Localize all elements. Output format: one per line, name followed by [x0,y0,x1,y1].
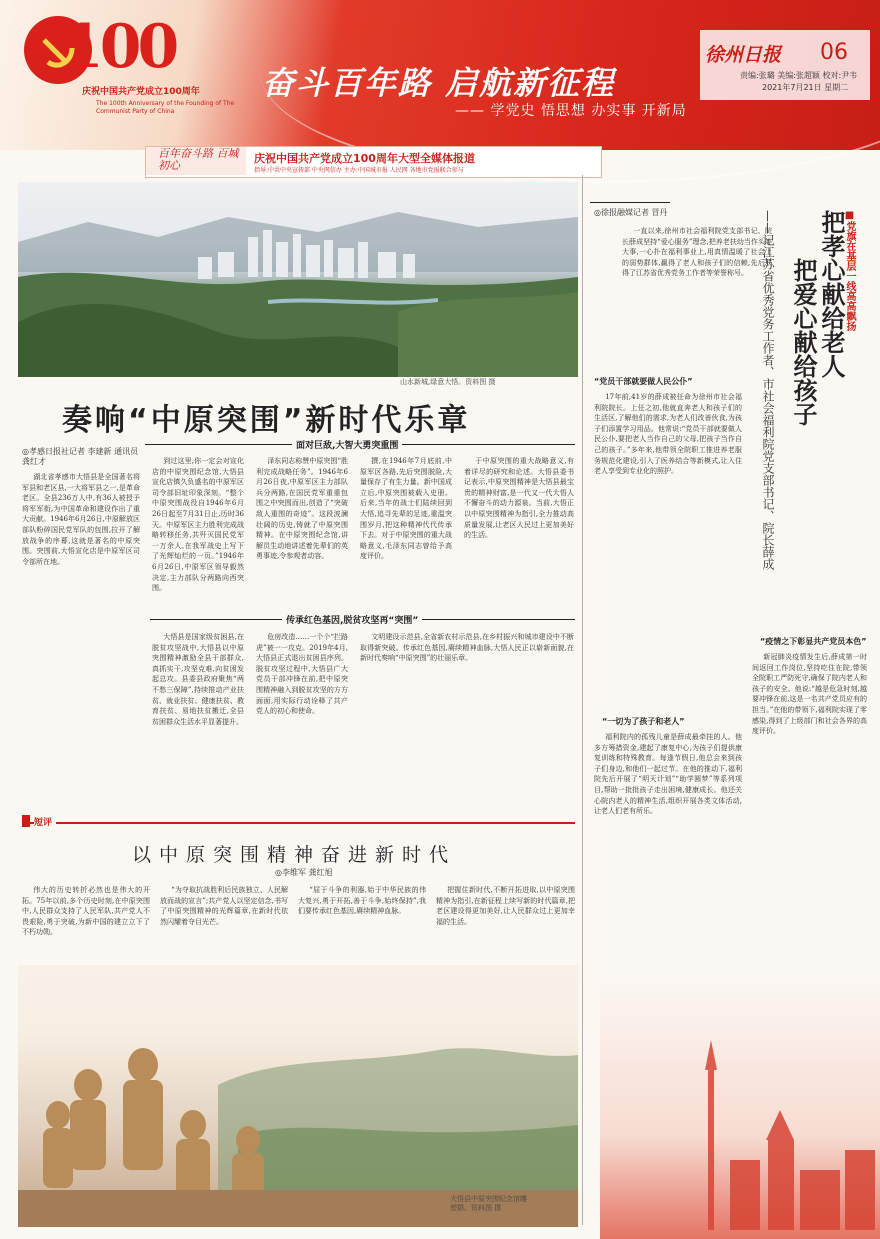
lead-article-headline: 奏响“中原突围”新时代乐章 [62,403,471,438]
town-landscape-photo [18,182,578,377]
feature-title-line1: 把孝心献给老人 [817,210,846,378]
lead-subhead-1: 面对巨敌,大智大勇突重围 [292,438,402,451]
feature-byline: ◎徐报融媒记者 冒丹 [594,208,668,217]
feature-section2-title: “一切为了孩子和老人” [602,717,685,726]
feature-section-tag: ■党旗在基层一线高高飘扬 [844,210,855,331]
feature-section2-body: 福利院内的孤残儿童是薛成最牵挂的人。他多方筹措资金,建起了康复中心,为孩子们提供康复训练和特殊教育。每逢节假日,他总会来到孩子们身边,和他们一起过节。在他的推动下,福利院先后开展了“明天计划”“助学圆梦”等系列项目,帮助一批批孩子走出困境,健康成长。他还关心院内老人的精神生活,组织开展各类文体活动,让老人们老有所乐。 [594,733,742,816]
feature-subtitle: ——记江苏省优秀党务工作者、市社会福利院党支部书记、院长薛成 [761,210,775,570]
lead-article-column-2b: 大悟县是国家级贫困县,在脱贫攻坚战中,大悟县以中原突围精神激励全县干部群众,真抓实干,攻坚克难,向贫困发起总攻。县委县政府聚焦“两不愁三保障”,持续推动产业扶贫、就业扶贫、健康扶贫、教育扶贫、易地扶贫搬迁,全县贫困群众生活水平显著提升。 [152,633,244,726]
lead-article-column-2: 到过这里,你一定会对宣化店的中原突围纪念馆,大悟县宣化店镇久负盛名的中原军区司令部旧址印象深刻。“整个中原突围战役自1946年6月26日起至7月31日止,历时36天。中原军区主力胜利完成战略转移任务,共歼灭国民党军一万余人,在我军战史上写下了光辉灿烂的一页。”1946年6月26日,中原军区领导毅然决定,主力部队分两路向西突围。 [152,457,244,593]
feature-section3-body: 新冠肺炎疫情发生后,薛成第一时间返回工作岗位,坚持吃住在院,带领全院职工严防死守,确保了院内老人和孩子的安全。他说:“越是危急时刻,越要冲锋在前,这是一名共产党员应有的担当。”在他的带领下,福利院实现了零感染,得到了上级部门和社会各界的高度评价。 [752,653,867,736]
feature-byline-rule [590,202,670,203]
lead-article-column-3b: 危房改造……一个个“拦路虎”被一一攻克。2019年4月,大悟县正式退出贫困县序列。脱贫攻坚过程中,大悟县广大党员干部冲锋在前,把中原突围精神融入到脱贫攻坚的方方面面,用实际行动诠释了共产党人的初心和使命。 [256,633,348,716]
feature-section1-body: 17年前,41岁的薛成被任命为徐州市社会福利院院长。上任之初,他就直奔老人和孩子们的生活区,了解他们的需求,为老人们改善伙食,为孩子们添置学习用品。他常说:“党员干部就要做人民公仆,要把老人当作自己的父母,把孩子当作自己的孩子。”多年来,他带领全院职工推进养老服务规范化建设,引入了医养结合等新模式,让入住老人享受到专业化的照护。 [594,393,742,476]
page-number: 06 [820,40,848,65]
commentary-headline: 以中原突围精神奋进新时代 [132,844,457,866]
commentary-rule [22,822,575,824]
memorial-sculpture-photo [18,965,578,1227]
lead-article-column-3: 泽东同志称赞中原突围“胜利完成战略任务”。1946年6月26日夜,中原军区主力部队兵分两路,在国民党军重重包围之中突围而出,创造了“突破敌人重围的奇迹”。这段波澜壮阔的历史,铸就了中原突围精神。在中原突围纪念馆,讲解员生动地讲述着先辈们的英勇事迹,令参观者动容。 [256,457,348,561]
lead-article-column-4b: 文明建设示范县,全省新农村示范县,在乡村振兴和城市建设中不断取得新突破。传承红色基因,赓续精神血脉,大悟人民正以崭新面貌,在新时代奏响“中原突围”的壮丽乐章。 [360,633,574,663]
lead-article-column-1: 湖北省孝感市大悟县是全国著名将军县和老区县,一大将军县之一,是革命老区。全县236万人中,有36人被授予将军军衔,为中国革命和建设作出了重大贡献。1946年6月26日,中原解放区部队粉碎国民党军队的包围,拉开了解放战争的序幕,这就是著名的中原突围。突围前,大悟宣化店是中原军区司令部所在地。 [22,473,140,566]
feature-section3-title: “疫情之下彰显共产党员本色” [760,637,867,646]
centenary-logo-subtitle: 庆祝中国共产党成立100周年 [82,87,200,97]
feature-section1-title: “党员干部就要做人民公仆” [594,377,693,386]
commentary-column-2: “为夺取抗战胜利后民族独立、人民解放而战的宣言”;共产党人以坚定信念,书写了中原突围精神的光辉篇章,在新时代依然闪耀着夺目光芒。 [160,886,288,926]
lead-subhead-2: 传承红色基因,脱贫攻坚再“突围” [282,613,422,626]
city-skyline-icon [690,1040,880,1230]
commentary-byline: ◎李维军 龚红旭 [275,868,333,877]
centenary-logo-subtitle-en: The 100th Anniversary of the Founding of The Communist Party of China [96,100,235,115]
editor-credits: 责编:张璐 美编:张超颖 校对:尹韦 [740,71,858,80]
memorial-photo-caption: 大悟县中原突围纪念馆雕塑群。资料图 摄 [450,1195,527,1212]
main-slogan: 奋斗百年路 启航新征程 [262,64,616,102]
commentary-tag: 短评 [34,815,56,828]
feature-title-line2: 把爱心献给孩子 [789,258,818,426]
commentary-tag-marker [22,815,30,827]
lead-article-column-5: 于中原突围的重大战略意义,有着详尽的研究和论述。大悟县委书记表示,中原突围精神是大悟县最宝贵的精神财富,是一代又一代大悟人不懈奋斗的动力源泉。当前,大悟正以中原突围精神为指引,全力推动高质量发展,让老区人民过上更加美好的生活。 [464,457,574,540]
lead-article-column-4: 撰,在1946年7月底前,中原军区各路,先后突围脱险,大量保存了有生力量。新中国成立后,中原突围被载入史册。后来,当年的战士们陆续回到大悟,追寻先辈的足迹,重温突围岁月,把这种精神代代传承下去。对于中原突围的重大战略意义,毛泽东同志曾给予高度评价。 [360,457,452,561]
lead-article-byline: ◎孝感日报社记者 李建新 通讯员 龚红才 [22,447,139,466]
feature-intro: 一直以来,徐州市社会福利院党支部书记、院长薛成坚持“爱心服务”理念,把养老扶幼当作头等大事,一心扑在福利事业上,用真情温暖了社会上的弱势群体,赢得了老人和孩子们的信赖,先后获得了江苏省优秀党务工作者等荣誉称号。 [622,227,772,278]
campaign-ribbon-art: 百年奋斗路 百城初心 [158,147,239,172]
campaign-ribbon-sub: 指导:中共中央宣传部 中央网信办 主办:中国城市报 人民网 各地市党报联合参与 [254,167,464,174]
commentary-column-4: 把握住新时代,不断开拓进取,以中原突围精神为指引,在新征程上续写新的时代篇章,把老区建设得更加美好,让人民群众过上更加幸福的生活。 [436,886,575,926]
newspaper-name: 徐州日报 [705,44,782,66]
column-divider [582,175,583,1225]
commentary-column-3: “屈于斗争的利器,始于中华民族的伟大复兴,勇于开拓,善于斗争,始终保持”,我们要传承红色基因,赓续精神血脉。 [298,886,426,916]
commentary-column-1: 伟大的历史转折必然也是伟大的开拓。75年以前,多个历史时刻,在中原突围中,人民群众支持了人民军队,共产党人不畏艰险,勇于突破,为新中国的建立立下了不朽功勋。 [22,886,150,937]
publish-date: 2021年7月21日 星期二 [762,83,849,92]
campaign-ribbon-title: 庆祝中国共产党成立100周年大型全媒体报道 [254,152,475,165]
centenary-logo-number: 100 [62,12,176,82]
sub-slogan: —— 学党史 悟思想 办实事 开新局 [455,103,687,119]
town-photo-caption: 山水新城,绿意大悟。资料图 摄 [400,378,496,386]
